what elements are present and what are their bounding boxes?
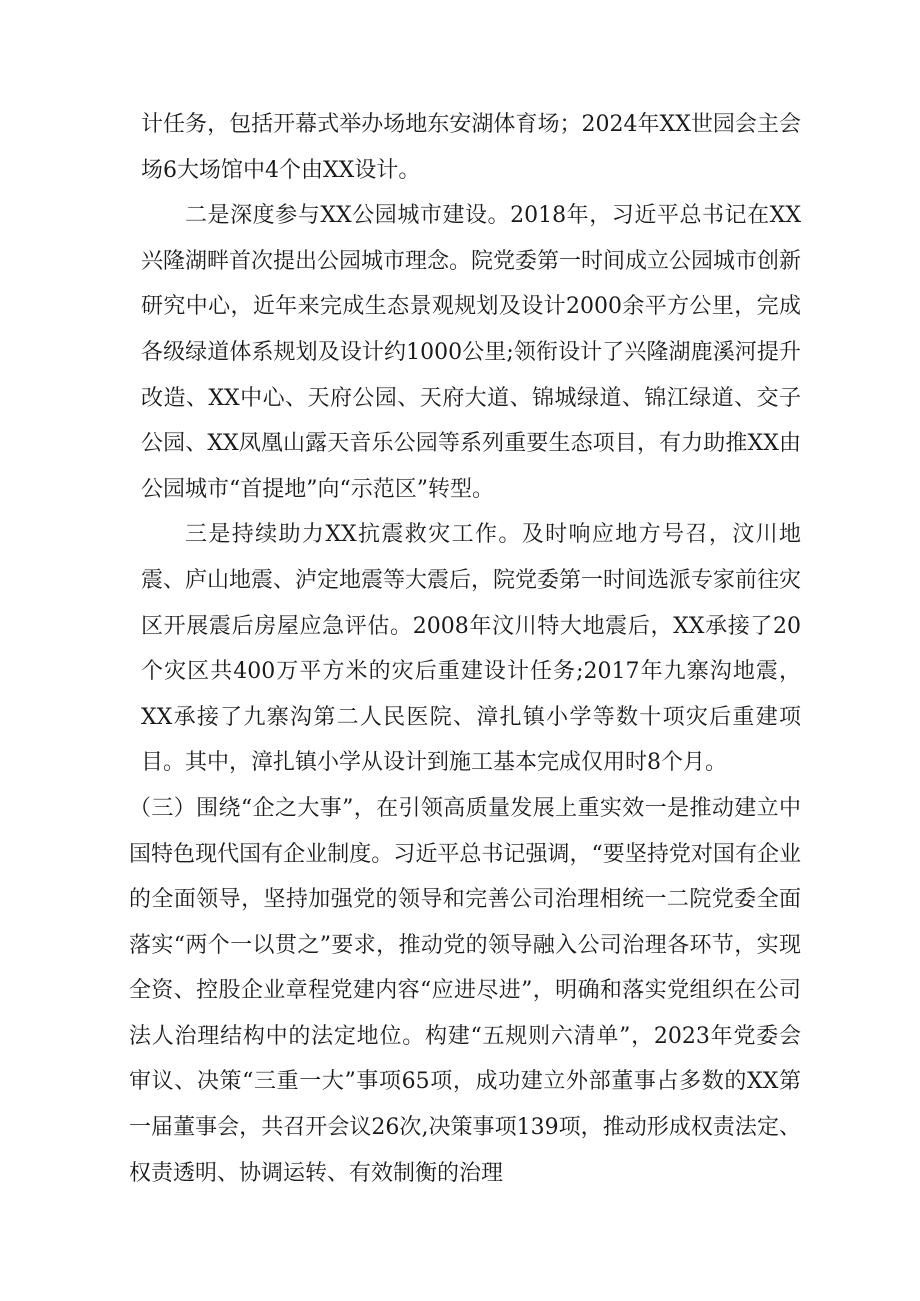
paragraph-continuation: 计任务，包括开幕式举办场地东安湖体育场；2024年XX世园会主会场6大场馆中4个由XX设计。 (141, 112, 801, 183)
paragraph-earthquake-relief: 三是持续助力XX抗震救灾工作。及时响应地方号召，汶川地震、庐山地震、泸定地震等大震后，院党委第一时间选派专家前往灾区开展震后房屋应急评估。2008年汶川特大地震后，XX承接了20个灾区共400万平方米的灾后重建设计任务;2017年九寨沟地震，XX承接了九寨沟第二人民医院、漳扎镇小学等数十项灾后重建项目。其中，漳扎镇小学从设计到施工基本完成仅用时8个月。 (141, 522, 802, 776)
body-text (129, 102, 802, 1196)
paragraph-section-three: （三）围绕“企之大事”，在引领高质量发展上重实效一是推动建立中国特色现代国有企业制度。习近平总书记强调，“要坚持党对国有企业的全面领导，坚持加强党的领导和完善公司治理相统一二院党委全面落实“两个一以贯之”要求，推动党的领导融入公司治理各环节，实现全资、控股企业章程党建内容“应进尽进”，明确和落实党组织在公司法人治理结构中的法定地位。构建“五规则六清单”，2023年党委会审议、决策“三重一大”事项65项，成功建立外部董事占多数的XX第一届董事会，共召开会议26次,决策事项139项，推动形成权责法定、权责透明、协调运转、有效制衡的治理 (129, 795, 801, 1186)
paragraph-park-city: 二是深度参与XX公园城市建设。2018年，习近平总书记在XX兴隆湖畔首次提出公园城市理念。院党委第一时间成立公园城市创新研究中心，近年来完成生态景观规划及设计2000余平方公里，完成各级绿道体系规划及设计约1000公里;领衔设计了兴隆湖鹿溪河提升改造、XX中心、天府公园、天府大道、锦城绿道、锦江绿道、交子公园、XX凤凰山露天音乐公园等系列重要生态项目，有力助推XX由公园城市“首提地”向“示范区”转型。 (141, 203, 802, 502)
